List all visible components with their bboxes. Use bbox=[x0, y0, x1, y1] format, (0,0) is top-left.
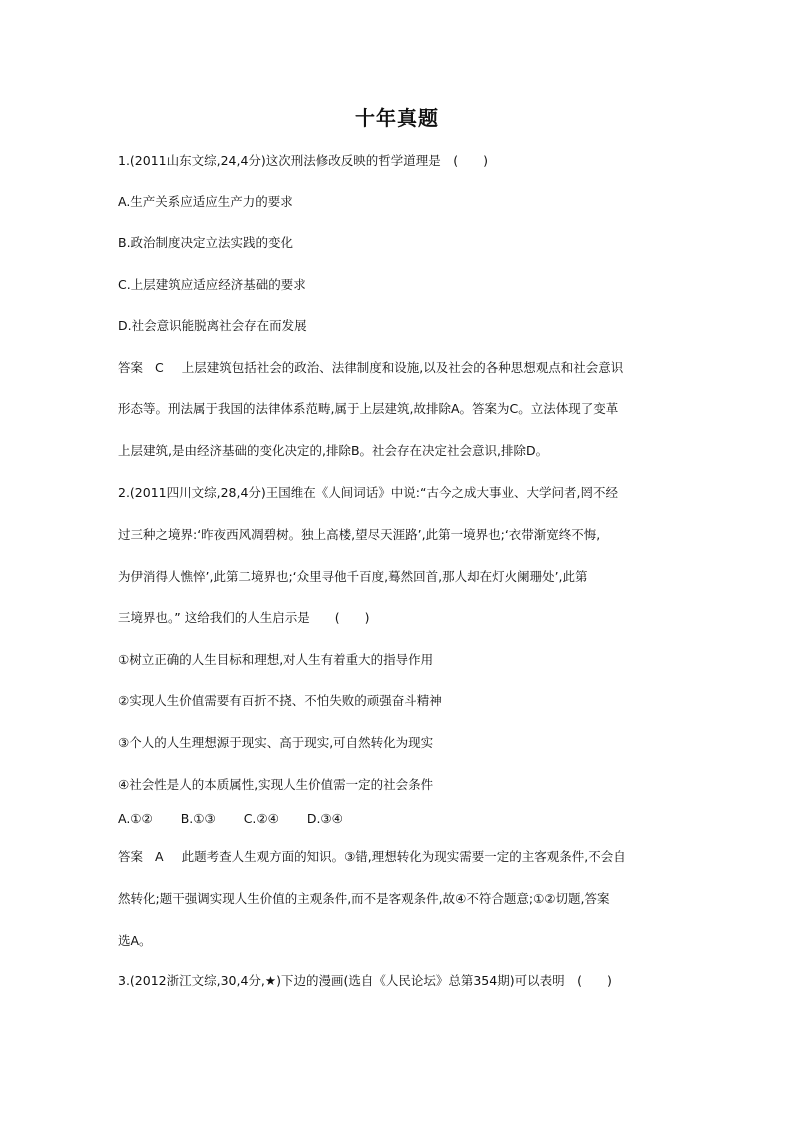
explanation-line: 此题考查人生观方面的知识。③错,理想转化为现实需要一定的主客观条件,不会自 bbox=[181, 849, 626, 864]
question-2-option-c: C.②④ bbox=[243, 811, 279, 826]
question-2-answer bbox=[118, 848, 626, 866]
explanation-line: 上层建筑包括社会的政治、法律制度和设施,以及社会的各种思想观点和社会意识 bbox=[181, 360, 624, 375]
explanation-line: 然转化;题干强调实现人生价值的主观条件,而不是客观条件,故④不符合题意;①②切题,答案 bbox=[118, 891, 610, 906]
answer-label: 答案 bbox=[118, 849, 144, 864]
question-1-option-a: A.生产关系应适应生产力的要求 bbox=[118, 194, 293, 209]
question-2-item-2: ②实现人生价值需要有百折不挠、不怕失败的顽强奋斗精神 bbox=[118, 693, 442, 708]
answer-letter: A bbox=[155, 849, 164, 864]
question-2-stem-line: 过三种之境界:‘昨夜西风凋碧树。独上高楼,望尽天涯路’,此第一境界也;‘衣带渐宽终不悔, bbox=[118, 527, 601, 542]
question-2-item-1: ①树立正确的人生目标和理想,对人生有着重大的指导作用 bbox=[118, 652, 434, 667]
explanation-line: 选A。 bbox=[118, 933, 152, 948]
answer-letter: C bbox=[155, 360, 164, 375]
page-title: 十年真题 bbox=[355, 106, 439, 130]
question-2-stem-line: 三境界也。” 这给我们的人生启示是 ( ) bbox=[118, 610, 370, 625]
question-2-option-d: D.③④ bbox=[306, 811, 343, 826]
question-1-option-c: C.上层建筑应适应经济基础的要求 bbox=[118, 277, 306, 292]
question-2-options bbox=[118, 810, 371, 828]
question-2-item-3: ③个人的人生理想源于现实、高于现实,可自然转化为现实 bbox=[118, 735, 434, 750]
question-3-stem: 3.(2012浙江文综,30,4分,★)下边的漫画(选自《人民论坛》总第354期)可以表明 ( ) bbox=[118, 973, 612, 988]
question-1-answer bbox=[118, 359, 623, 377]
question-1-stem: 1.(2011山东文综,24,4分)这次刑法修改反映的哲学道理是 ( ) bbox=[118, 153, 489, 168]
question-2-option-b: B.①③ bbox=[180, 811, 216, 826]
question-2-item-4: ④社会性是人的本质属性,实现人生价值需一定的社会条件 bbox=[118, 777, 434, 792]
question-2-option-a: A.①② bbox=[118, 811, 153, 826]
explanation-line: 形态等。刑法属于我国的法律体系范畴,属于上层建筑,故排除A。答案为C。立法体现了变革 bbox=[118, 401, 619, 416]
question-1-option-b: B.政治制度决定立法实践的变化 bbox=[118, 235, 294, 250]
question-1-option-d: D.社会意识能脱离社会存在而发展 bbox=[118, 318, 307, 333]
question-2-stem-line: 2.(2011四川文综,28,4分)王国维在《人间词话》中说:“古今之成大事业、大学问者,罔不经 bbox=[118, 485, 618, 500]
question-2-stem-line: 为伊消得人憔悴’,此第二境界也;‘众里寻他千百度,蓦然回首,那人却在灯火阑珊处’,此第 bbox=[118, 569, 588, 584]
answer-label: 答案 bbox=[118, 360, 144, 375]
explanation-line: 上层建筑,是由经济基础的变化决定的,排除B。社会存在决定社会意识,排除D。 bbox=[118, 443, 549, 458]
